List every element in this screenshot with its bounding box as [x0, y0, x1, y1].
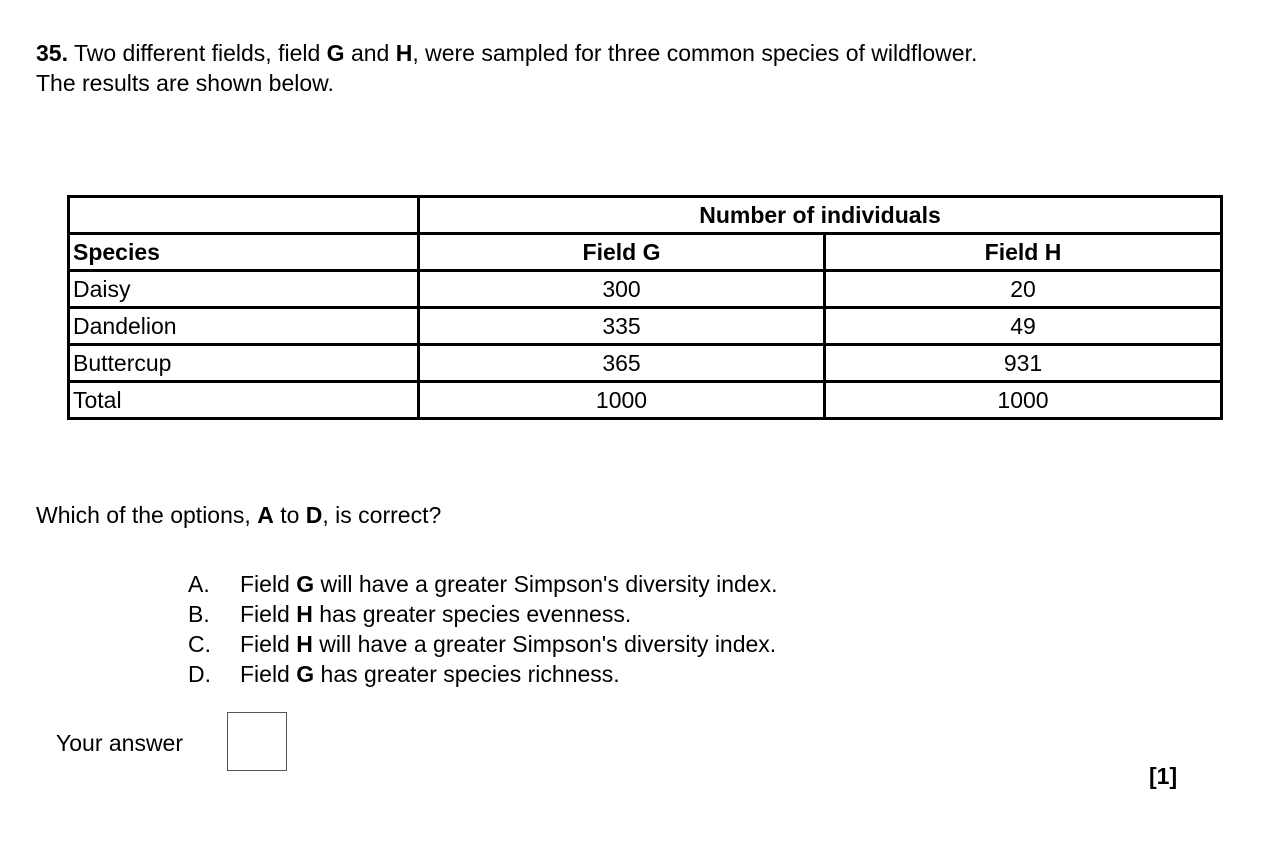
species-cell: Total — [69, 382, 419, 419]
column-header-field-g: Field G — [419, 234, 825, 271]
field-g-cell: 300 — [419, 271, 825, 308]
species-cell: Daisy — [69, 271, 419, 308]
field-g-cell: 1000 — [419, 382, 825, 419]
field-h-label: H — [395, 40, 413, 66]
question-line-2: The results are shown below. — [36, 70, 334, 96]
empty-header-cell — [69, 197, 419, 234]
option-letter: A. — [188, 571, 210, 597]
answer-options — [188, 569, 777, 689]
field-g-cell: 365 — [419, 345, 825, 382]
answer-box[interactable] — [227, 712, 287, 771]
results-table — [67, 195, 1223, 420]
column-header-species: Species — [69, 234, 419, 271]
question-text — [36, 38, 977, 98]
your-answer-label: Your answer — [56, 730, 184, 756]
option-text: Field G has greater species richness. — [240, 661, 620, 687]
field-h-cell: 1000 — [825, 382, 1222, 419]
table-row — [69, 345, 1222, 382]
option-letter: B. — [188, 601, 210, 627]
species-cell: Dandelion — [69, 308, 419, 345]
marks-label: [1] — [1149, 763, 1178, 789]
option-letter: C. — [188, 631, 211, 657]
option-letter: D. — [188, 661, 211, 687]
table-row — [69, 271, 1222, 308]
group-header-cell: Number of individuals — [419, 197, 1222, 234]
species-cell: Buttercup — [69, 345, 419, 382]
field-h-cell: 49 — [825, 308, 1222, 345]
table-row — [69, 308, 1222, 345]
column-header-field-h: Field H — [825, 234, 1222, 271]
field-g-cell: 335 — [419, 308, 825, 345]
table-group-header-row — [69, 197, 1222, 234]
option-text: Field H has greater species evenness. — [240, 601, 632, 627]
option-c — [188, 629, 777, 659]
options-prompt: Which of the options, A to D, is correct? — [36, 502, 442, 528]
field-g-label: G — [326, 40, 345, 66]
option-text: Field G will have a greater Simpson's diversity index. — [240, 571, 778, 597]
option-text: Field H will have a greater Simpson's diversity index. — [240, 631, 777, 657]
option-b — [188, 599, 777, 629]
option-a — [188, 569, 777, 599]
question-line-1: 35. Two different fields, field G and H, were sampled for three common species of wildflower. — [36, 40, 978, 66]
table-header-row — [69, 234, 1222, 271]
option-d — [188, 659, 777, 689]
table-total-row — [69, 382, 1222, 419]
field-h-cell: 20 — [825, 271, 1222, 308]
field-h-cell: 931 — [825, 345, 1222, 382]
question-number: 35. — [36, 40, 68, 66]
